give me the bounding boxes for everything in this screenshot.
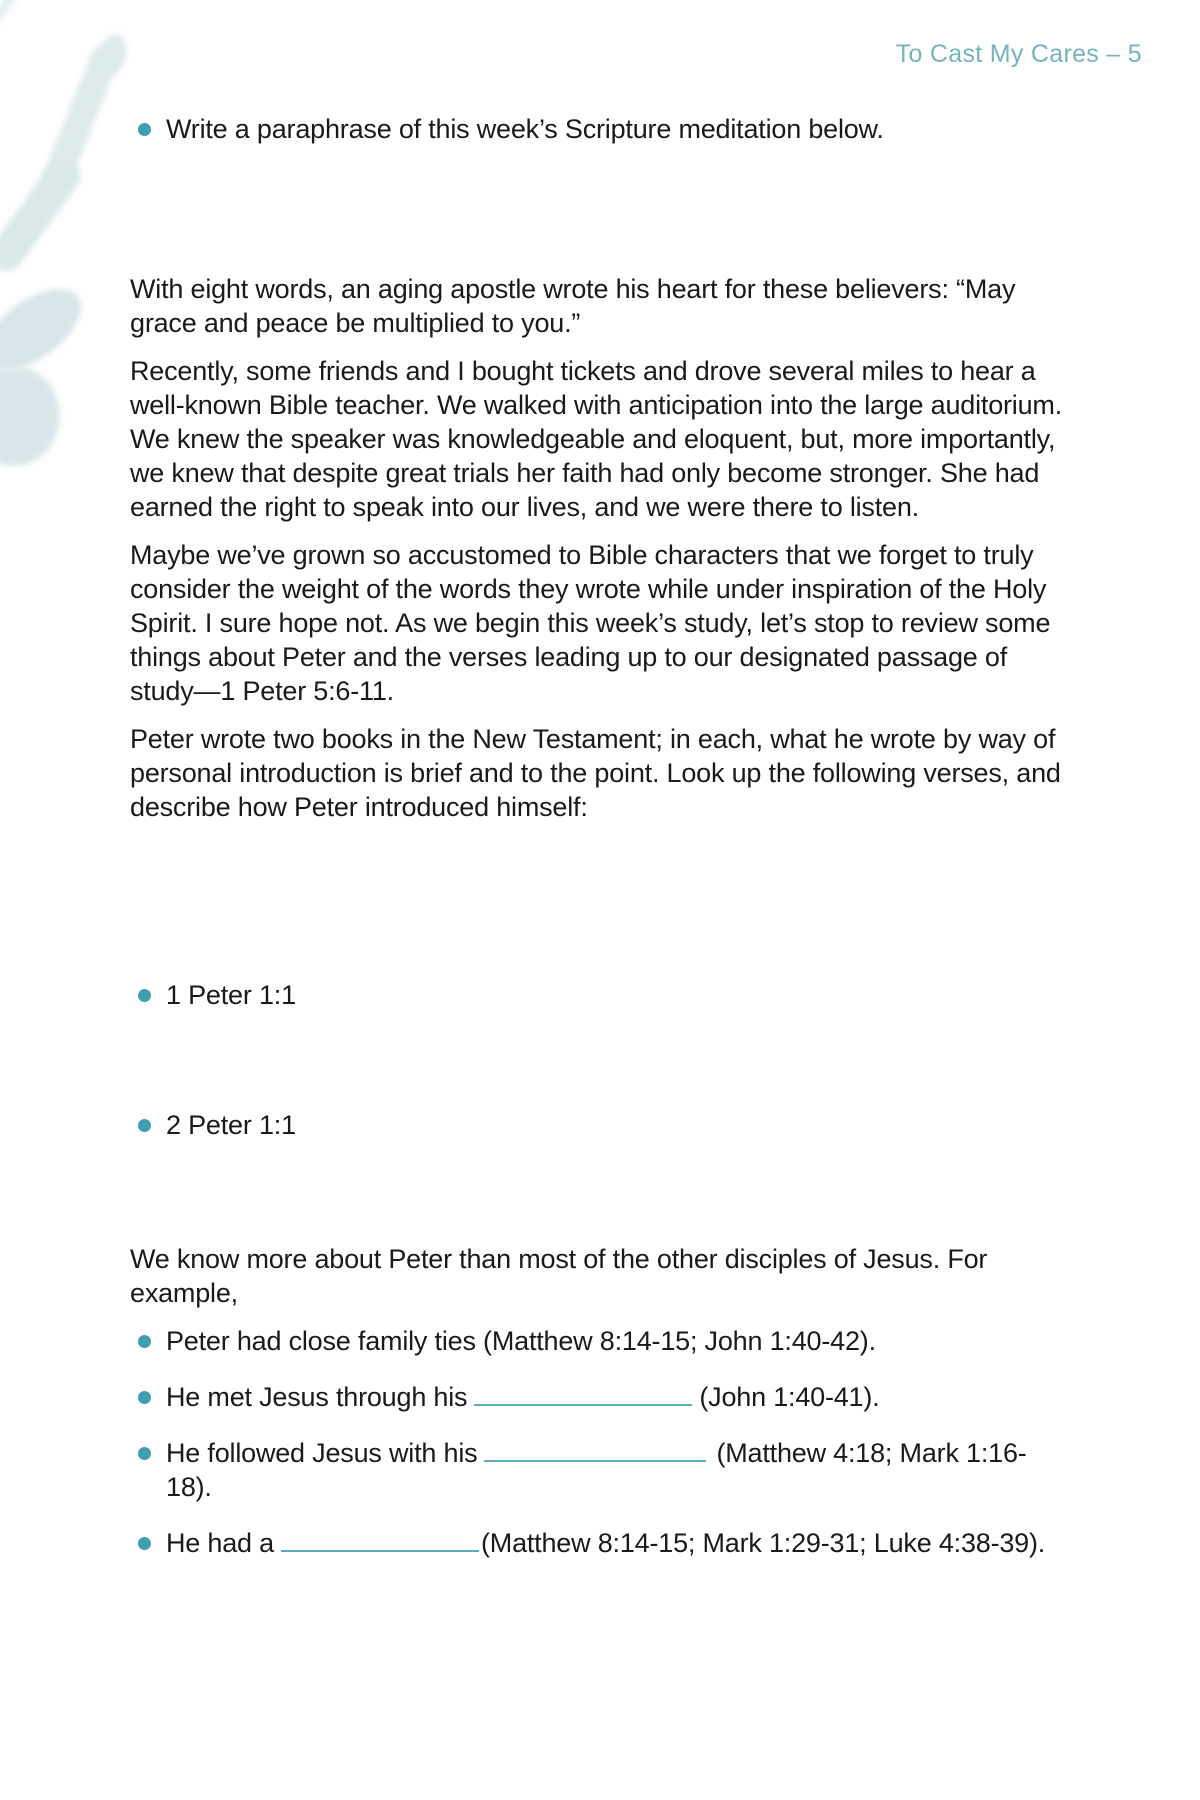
- splash-streak-upper: [37, 41, 123, 200]
- fact-post: (Matthew 8:14-15; Mark 1:29-31; Luke 4:38-39).: [480, 1528, 1046, 1558]
- fact-post: (Matthew 4:18; Mark 1:16-18).: [166, 1438, 1027, 1502]
- fact-item: [130, 1436, 1070, 1504]
- fact-text: [166, 1436, 1070, 1504]
- splash-arm-blob: [0, 273, 95, 385]
- facts-intro-paragraph: We know more about Peter than most of the other disciples of Jesus. For example,: [130, 1244, 988, 1308]
- scripture-ref-item: [130, 978, 1070, 1012]
- scripture-ref-text: 1 Peter 1:1: [166, 980, 296, 1010]
- bullet-dot-icon: [138, 989, 151, 1002]
- fact-pre: Peter had close family ties (Matthew 8:14-15; John 1:40-42).: [166, 1326, 876, 1356]
- page-content: [130, 0, 1070, 1582]
- fill-in-blank-line: [484, 1440, 706, 1462]
- running-header: To Cast My Cares – 5: [895, 40, 1142, 68]
- fill-in-blank-line: [281, 1530, 479, 1552]
- writing-space: [130, 146, 1070, 272]
- body-paragraph: Peter wrote two books in the New Testament; in each, what he wrote by way of personal introduction is brief and to the point. Look up the following verses, and describe how Peter introduced himself:: [130, 724, 1061, 822]
- bullet-dot-icon: [138, 1447, 151, 1460]
- splash-round-blob: [0, 366, 60, 466]
- bullet-dot-icon: [138, 1335, 151, 1348]
- fact-item: [130, 1380, 1070, 1414]
- body-paragraph: With eight words, an aging apostle wrote his heart for these believers: “May grace and peace be multiplied to you.”: [130, 274, 1016, 338]
- scripture-ref-item: [130, 1108, 1070, 1142]
- splash-knob: [96, 32, 130, 77]
- writing-space: [130, 1142, 1070, 1242]
- meditation-prompt-item: [130, 112, 1070, 146]
- bullet-dot-icon: [138, 123, 151, 136]
- body-paragraph: Maybe we’ve grown so accustomed to Bible characters that we forget to truly consider the weight of the words they wrote while under inspiration of the Holy Spirit. I sure hope not. As we begin this week’s study, let’s stop to review some things about Peter and the verses leading up to our designated passage of study—1 Peter 5:6-11.: [130, 540, 1051, 706]
- writing-space: [130, 838, 1070, 978]
- fact-pre: He met Jesus through his: [166, 1382, 468, 1412]
- fact-text: [166, 1380, 879, 1414]
- scripture-ref-text: 2 Peter 1:1: [166, 1110, 296, 1140]
- writing-space: [130, 1012, 1070, 1108]
- bullet-dot-icon: [138, 1391, 151, 1404]
- bullet-dot-icon: [138, 1119, 151, 1132]
- body-paragraph: Recently, some friends and I bought tickets and drove several miles to hear a well-known Bible teacher. We walked with anticipation into the large auditorium. We knew the speaker was knowledgeable and eloquent, but, more importantly, we knew that despite great trials her faith had only become stronger. She had earned the right to speak into our lives, and we were there to listen.: [130, 356, 1063, 522]
- splash-corner-streak: [0, 0, 20, 59]
- fact-pre: He followed Jesus with his: [166, 1438, 478, 1468]
- fact-text: [166, 1526, 1045, 1560]
- fact-post: (John 1:40-41).: [699, 1382, 880, 1412]
- fact-text: [166, 1324, 876, 1358]
- fact-pre: He had a: [166, 1528, 274, 1558]
- fact-item: [130, 1324, 1070, 1358]
- fill-in-blank-line: [474, 1384, 692, 1406]
- fact-item: [130, 1526, 1070, 1560]
- bullet-dot-icon: [138, 1537, 151, 1550]
- meditation-prompt-text: Write a paraphrase of this week’s Scripture meditation below.: [166, 114, 884, 144]
- splash-streak-lower: [0, 152, 87, 277]
